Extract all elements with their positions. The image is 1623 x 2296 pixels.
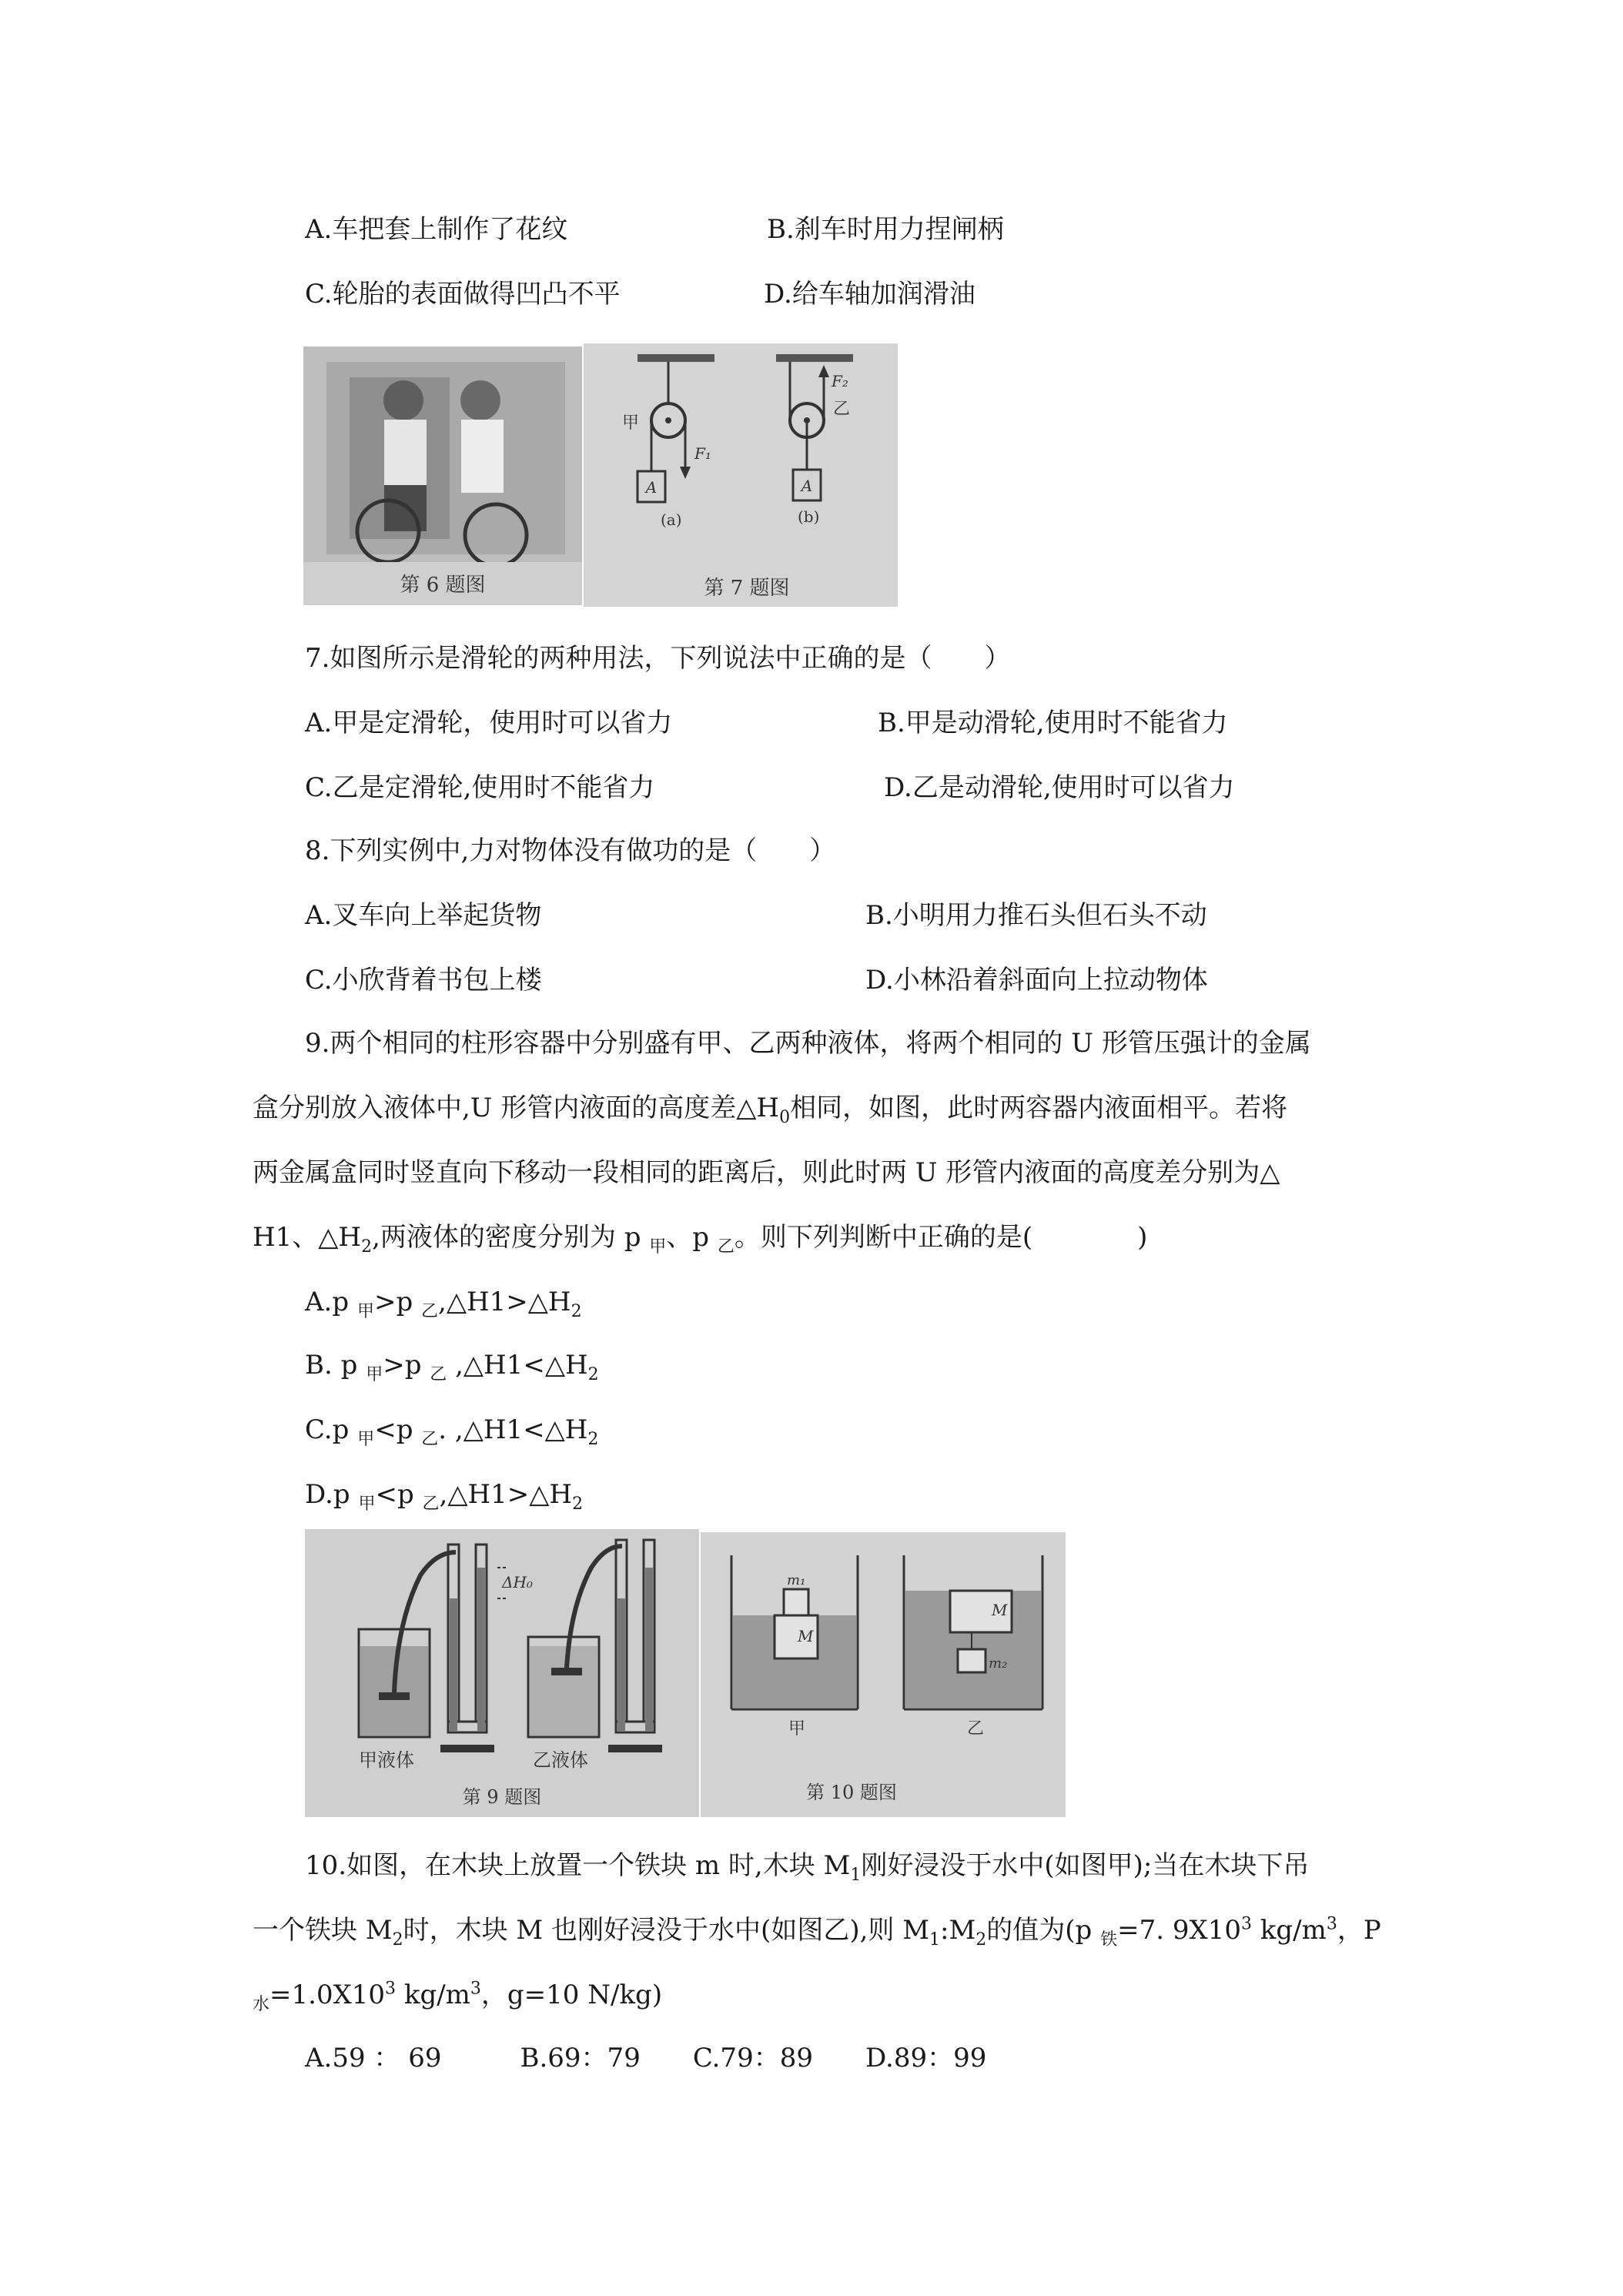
q9-a-mid: >p [373, 1287, 422, 1317]
figure-6-photo [303, 346, 582, 605]
q9-line-3: 两金属盒同时竖直向下移动一段相同的距离后，则此时两 U 形管内液面的高度差分别为△ [253, 1157, 1280, 1188]
q9-b-post: ,△H1<△H [447, 1350, 588, 1381]
fig10-label-M-left: M [798, 1627, 814, 1645]
q9-line-4 [253, 1220, 1148, 1257]
q10-l3-mid: kg/m [396, 1980, 470, 2010]
q9-c-mid: <p [374, 1414, 422, 1445]
q9-line-1: 9.两个相同的柱形容器中分别盛有甲、乙两种液体，将两个相同的 U 形管压强计的金属 [305, 1028, 1311, 1059]
q9-line-4-sub-yi: 乙 [717, 1237, 735, 1257]
q9-b-sub2: 乙 [430, 1364, 447, 1384]
q9-d-post: ,△H1>△H [439, 1479, 573, 1510]
q10-l2-sub2: 1 [929, 1930, 941, 1950]
q10-l3-sup2: 3 [470, 1979, 481, 1999]
q10-line-3 [253, 1978, 662, 2012]
q10-l2-sup2: 3 [1326, 1914, 1337, 1934]
q10-l2-end: ，P [1337, 1915, 1381, 1946]
q9-b-sub1: 甲 [366, 1364, 383, 1384]
q9-a-pre: A.p [305, 1287, 357, 1317]
fig10-label-yi: 乙 [967, 1719, 985, 1739]
q9-d-sub3: 2 [572, 1494, 584, 1514]
q9-b-sub3: 2 [587, 1364, 599, 1384]
q10-l2-sub3: 2 [975, 1930, 987, 1950]
q9-line-2-pre: 盒分别放入液体中,U 形管内液面的高度差△H [253, 1093, 780, 1123]
q8-option-a: A.叉车向上举起货物 [305, 900, 542, 931]
q10-l2-pre: 一个铁块 M [253, 1915, 393, 1946]
fig7-label-jia: 甲 [622, 413, 640, 433]
q9-line-4-post: 。则下列判断中正确的是( ) [734, 1222, 1148, 1253]
q7-option-b: B.甲是动滑轮,使用时不能省力 [878, 708, 1228, 738]
fig7-label-f2: F₂ [832, 372, 848, 390]
q10-l3-sub-shui: 水 [253, 1994, 270, 2014]
q6-option-d: D.给车轴加润滑油 [764, 279, 975, 310]
q10-l3-sup1: 3 [385, 1979, 397, 1999]
q9-line-2-sub: 0 [779, 1107, 791, 1127]
q10-l2-mid: 时，木块 M 也刚好浸没于水中(如图乙),则 M [403, 1915, 930, 1946]
q10-l2-mid3: 的值为(p [986, 1915, 1101, 1946]
q7-option-c: C.乙是定滑轮,使用时不能省力 [305, 772, 655, 803]
q9-c-sub1: 甲 [357, 1429, 375, 1449]
figure-7-caption: 第 7 题图 [704, 577, 790, 600]
q9-option-c [305, 1413, 598, 1447]
q9-a-sub3: 2 [571, 1301, 582, 1321]
q10-l1-post: 刚好浸没于水中(如图甲);当在木块下吊 [861, 1850, 1310, 1881]
figure-9-pressure-gauges [305, 1529, 699, 1817]
q6-option-b: B.刹车时用力捏闸柄 [767, 214, 1004, 245]
q6-option-c: C.轮胎的表面做得凹凸不平 [305, 279, 621, 310]
q8-option-c: C.小欣背着书包上楼 [305, 965, 542, 996]
fig10-label-jia: 甲 [788, 1719, 806, 1739]
q9-a-sub1: 甲 [356, 1301, 374, 1321]
q10-l3-pre: =1.0X10 [269, 1980, 386, 2010]
q10-options: A.59 ： 69 B.69：79 C.79：89 D.89：99 [305, 2043, 987, 2073]
q9-b-pre: B. p [305, 1350, 366, 1381]
q9-a-sub2: 乙 [421, 1301, 439, 1321]
q9-line-4-sub-jia: 甲 [649, 1237, 667, 1257]
fig9-label-jia: 甲液体 [359, 1749, 414, 1771]
q10-l2-sub1: 2 [392, 1930, 403, 1950]
q7-option-d: D.乙是动滑轮,使用时可以省力 [884, 772, 1235, 803]
q9-line-4-sep: 、p [666, 1222, 718, 1253]
figure-9-caption: 第 9 题图 [462, 1786, 542, 1808]
q7-stem: 7.如图所示是滑轮的两种用法，下列说法中正确的是（ ） [305, 643, 1011, 674]
q9-line-2 [253, 1091, 1287, 1125]
figure-10-caption: 第 10 题图 [806, 1782, 897, 1803]
q9-d-sub2: 乙 [422, 1494, 440, 1514]
q6-option-a: A.车把套上制作了花纹 [305, 214, 568, 245]
q9-line-2-post: 相同，如图，此时两容器内液面相平。若将 [790, 1093, 1288, 1123]
figure-7-pulleys [584, 343, 898, 607]
fig7-block-a-right: A [801, 477, 813, 495]
figure-10-blocks [701, 1532, 1066, 1817]
q9-b-mid: >p [383, 1350, 430, 1381]
q10-line-2 [253, 1913, 1381, 1950]
fig7-block-a-left: A [645, 478, 658, 497]
q10-line-1 [305, 1849, 1309, 1883]
fig7-label-sub-a: (a) [661, 510, 682, 529]
q9-a-post: ,△H1>△H [438, 1287, 571, 1317]
fig7-label-sub-b: (b) [798, 507, 820, 526]
q9-line-4-sub: 2 [361, 1237, 373, 1257]
q9-c-post: . ,△H1<△H [438, 1414, 588, 1445]
q9-c-sub2: 乙 [421, 1429, 439, 1449]
q10-l2-sup1: 3 [1241, 1914, 1252, 1934]
q10-l2-sub-tie: 铁 [1100, 1930, 1118, 1950]
q7-option-a: A.甲是定滑轮，使用时可以省力 [305, 708, 673, 738]
q10-l3-post: ，g=10 N/kg) [480, 1980, 663, 2010]
q8-option-b: B.小明用力推石头但石头不动 [865, 900, 1207, 931]
q9-c-pre: C.p [305, 1414, 358, 1445]
q9-option-d [305, 1478, 584, 1514]
fig10-label-M-right: M [992, 1601, 1008, 1619]
fig10-label-m1: m₁ [787, 1572, 806, 1588]
q9-option-b [305, 1348, 599, 1382]
q9-d-sub1: 甲 [358, 1494, 376, 1514]
q10-l1-pre: 10.如图，在木块上放置一个铁块 m 时,木块 M [305, 1850, 851, 1881]
q9-c-sub3: 2 [587, 1429, 599, 1449]
q10-l2-mid2: :M [940, 1915, 976, 1946]
q9-line-4-mid: ,两液体的密度分别为 p [372, 1222, 650, 1253]
q10-l2-mid4: =7. 9X10 [1117, 1915, 1241, 1946]
q8-stem: 8.下列实例中,力对物体没有做功的是（ ） [305, 835, 836, 866]
fig7-label-yi: 乙 [833, 400, 851, 419]
q10-l2-post: kg/m [1252, 1915, 1327, 1946]
fig9-label-yi: 乙液体 [533, 1749, 588, 1771]
fig10-label-m2: m₂ [989, 1655, 1008, 1672]
q9-d-pre: D.p [305, 1479, 359, 1510]
q8-option-d: D.小林沿着斜面向上拉动物体 [865, 965, 1208, 996]
q10-l1-sub: 1 [850, 1865, 862, 1885]
fig9-label-dh: ΔH₀ [502, 1573, 533, 1591]
figure-6-caption: 第 6 题图 [400, 574, 486, 597]
q9-d-mid: <p [375, 1479, 423, 1510]
q9-line-4-pre: H1、△H [253, 1222, 362, 1253]
q9-option-a [305, 1285, 582, 1319]
fig7-label-f1: F₁ [694, 444, 711, 463]
